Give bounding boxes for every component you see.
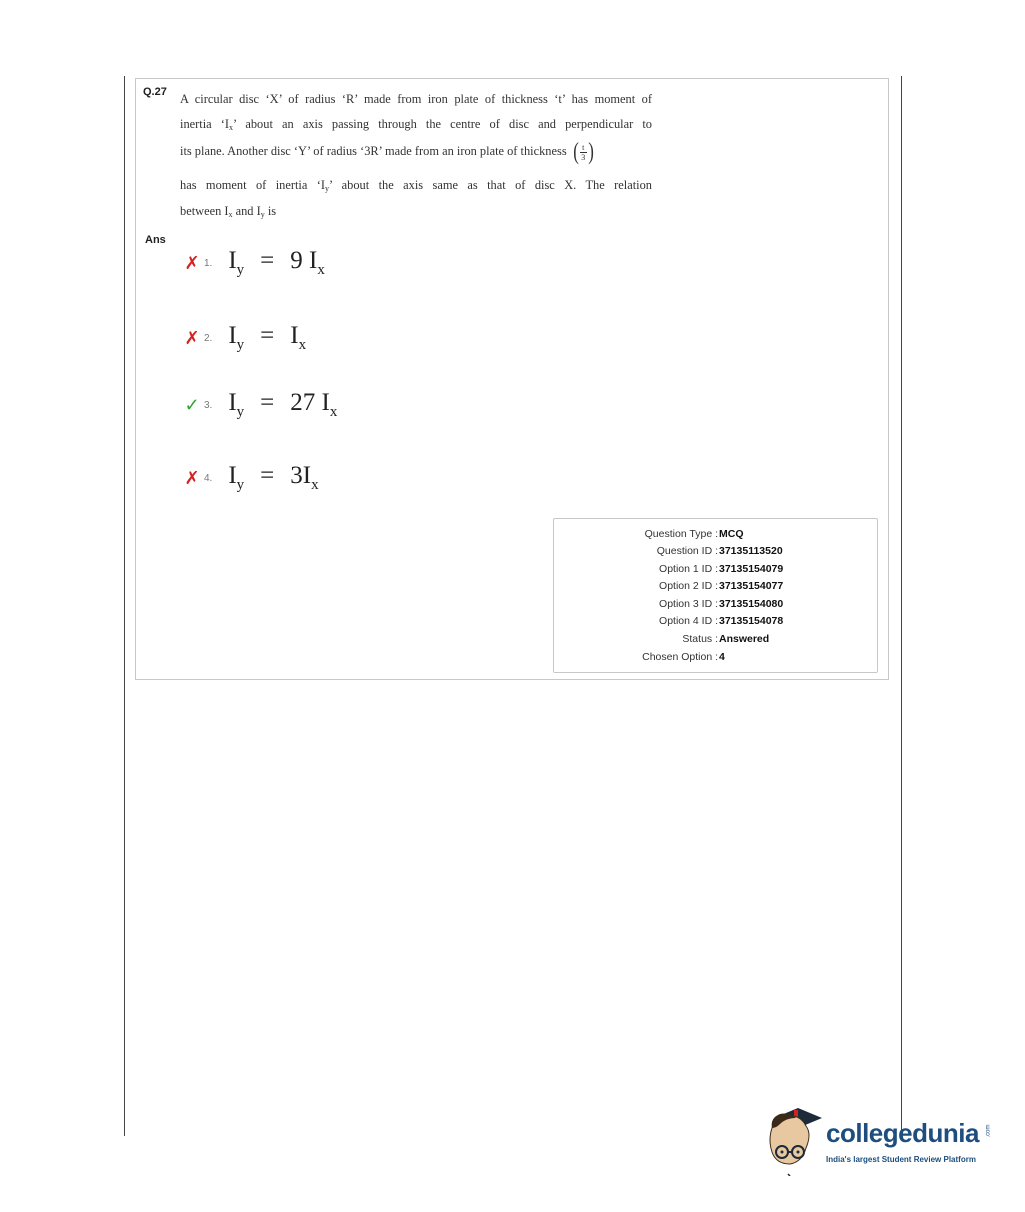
meta-row-option-1-id: Option 1 ID : 37135154079 [659,563,784,575]
option-formula: $I_y = 3I_x$ [228,462,319,493]
option-4 [184,458,319,498]
question-line-2: inertia ‘$I_x$’ about an axis passing through the centre of disc and perpendicular to [180,117,652,132]
meta-row-status: Status : Answered [682,633,770,645]
brand-suffix: .com [985,1124,992,1138]
meta-row-question-type: Question Type : MCQ [644,528,744,540]
meta-row-question-id: Question ID : 37135113520 [656,545,783,557]
meta-row-option-4-id: Option 4 ID : 37135154078 [659,615,784,627]
question-meta-box [553,518,878,673]
mascot-icon [766,1104,824,1176]
brand-tagline: India's largest Student Review Platform [826,1155,976,1164]
check-icon: ✓ [184,394,200,415]
question-line-5: between $I_x$ and $I_y$ is [180,204,277,219]
thickness-fraction: ( $\frac{t}{3}$ ) [572,139,594,165]
answer-label: Ans [145,234,166,246]
question-line-1: A circular disc ‘X’ of radius ‘R’ made from iron plate of thickness ‘t’ has moment of [180,92,652,106]
option-2 [184,318,306,358]
option-formula: $I_y = 9$ $I_x$ [228,247,325,278]
option-formula: $I_y = 27$ $I_x$ [228,389,338,420]
question-number: Q.27 [143,86,167,98]
brand-name: collegedunia [826,1118,979,1148]
option-number: 2. [204,332,213,344]
question-line-4: has moment of inertia ‘$I_y$’ about the axis same as that of disc X. The relation [180,178,652,193]
meta-row-option-3-id: Option 3 ID : 37135154080 [659,598,784,610]
option-number: 3. [204,399,213,411]
option-number: 4. [204,472,213,484]
meta-row-option-2-id: Option 2 ID : 37135154077 [659,580,784,592]
option-formula: $I_y = I_x$ [228,322,307,353]
option-1 [184,243,325,283]
cross-icon: ✗ [184,327,200,348]
option-number: 1. [204,257,213,269]
cross-icon: ✗ [184,467,200,488]
meta-row-chosen-option: Chosen Option : 4 [642,651,725,663]
page-right-rule [901,76,902,1136]
collegedunia-logo [766,1102,996,1182]
page-left-rule [124,76,125,1136]
cross-icon: ✗ [184,252,200,273]
question-line-3: its plane. Another disc ‘Y’ of radius ‘3R’ made from an iron plate of thickness ( $\frac{t}{3}$ ) [180,139,594,165]
option-3 [184,385,337,425]
